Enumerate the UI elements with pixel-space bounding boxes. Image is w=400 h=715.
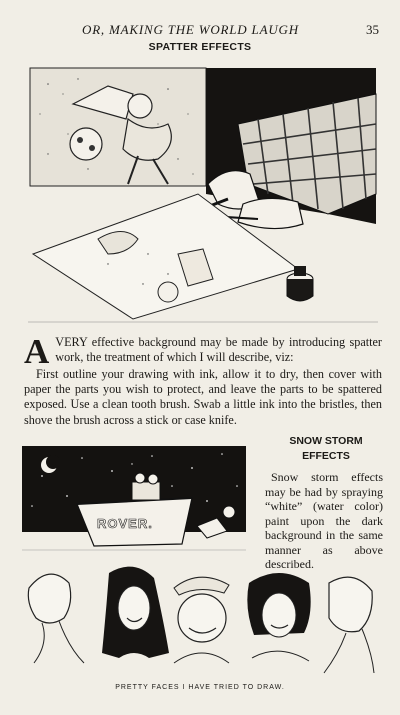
face-4 bbox=[247, 573, 310, 661]
face-3 bbox=[174, 577, 229, 663]
page-number: 35 bbox=[366, 22, 379, 37]
boat-label: ROVER. bbox=[97, 516, 153, 531]
snow-storm-heading bbox=[266, 434, 386, 464]
paragraph-intro-text: VERY effective background may be made by introducing spatter work, the treatment of which I will describe, viz: bbox=[55, 335, 382, 365]
paragraph-instructions: First outline your drawing with ink, allow it to dry, then cover with paper the parts you wish to protect, and leave the parts to be spattered exposed. Use a clean tooth brush. Swab a little ink into the bristles, then shove the brush across a stick or case knife. bbox=[24, 367, 382, 427]
face-1 bbox=[28, 574, 84, 663]
illustration-caption: PRETTY FACES I HAVE TRIED TO DRAW. bbox=[115, 684, 285, 691]
snow-storm-heading-line1: SNOW STORM bbox=[289, 435, 363, 447]
spatter-illustration bbox=[28, 64, 378, 326]
snow-storm-heading-line2: EFFECTS bbox=[302, 450, 350, 462]
section-heading: SPATTER EFFECTS bbox=[148, 41, 252, 53]
pretty-faces-illustration bbox=[24, 563, 378, 683]
drop-cap: A bbox=[24, 332, 50, 371]
running-head: OR, MAKING THE WORLD LAUGH bbox=[82, 22, 299, 37]
snow-storm-illustration bbox=[22, 446, 246, 556]
paragraph-intro bbox=[24, 332, 382, 371]
paragraph-snow-storm: Snow storm effects may be had by spraying “white” (water color) paint upon the dark background in the same manner as above described. bbox=[265, 470, 383, 571]
face-2 bbox=[102, 567, 169, 658]
face-5 bbox=[324, 577, 374, 673]
